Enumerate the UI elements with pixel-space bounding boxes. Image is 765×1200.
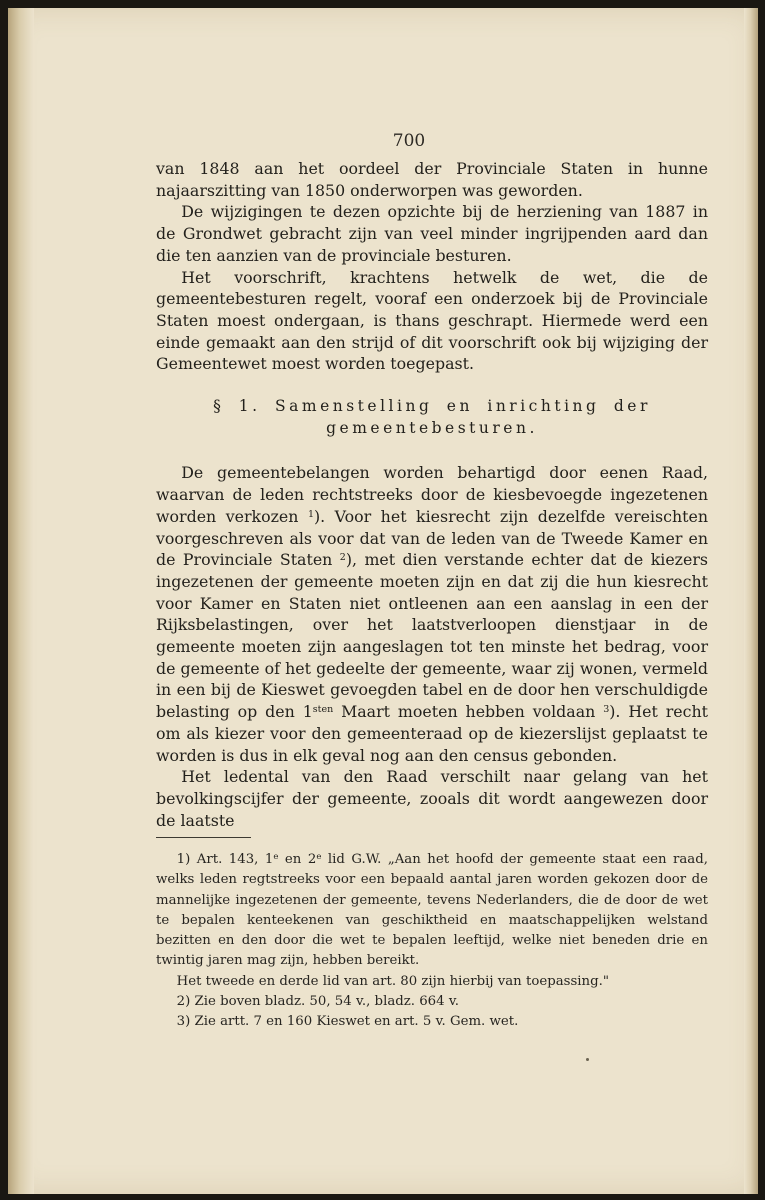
footnote-1-sup-2: e (316, 852, 322, 862)
main-text (156, 158, 708, 831)
footnote-ref-2: 2 (339, 552, 346, 564)
footnote-divider (156, 837, 251, 838)
paragraph-intro-3: Het voorschrift, krachtens hetwelk de wet, die de gemeentebesturen regelt, vooraf een onderzoek bij de Provinciale Staten moest ondergaan, is thans geschrapt. Hiermede werd een einde gemaakt aan den strijd of dit voorschrift ook bij wijziging der Gemeentewet moest worden toegepast. (156, 267, 708, 374)
footnote-1-sup-1: e (273, 852, 279, 862)
section-heading-line-2: gemeentebesturen. (326, 418, 538, 437)
paragraph-raad-text-3: ), met dien verstande echter dat de kiezers ingezetenen der gemeente moeten zijn en dat zij die hun kiesrecht voor Kamer en Staten niet ontleenen aan een aanslag in een der Rijksbelastingen, over het laatstverloopen dienstjaar in de gemeente moeten zijn aangeslagen tot ten minste het bedrag, voor de gemeente of het gedeelte der gemeente, waar zij wonen, vermeld in een bij de Kieswet gevoegden tabel en de door hen verschuldigde belasting op den 1 (156, 550, 708, 722)
paragraph-intro-2: De wijzigingen te dezen opzichte bij de herziening van 1887 in de Grondwet gebracht zijn van veel minder ingrijpenden aard dan die ten aanzien van de provinciale besturen. (156, 202, 708, 265)
section-heading-line-1: § 1. Samenstelling en inrichting der (213, 397, 651, 416)
paragraph-intro-1: van 1848 aan het oordeel der Provinciale Staten in hunne najaarszitting van 1850 onderworpen was geworden. (156, 159, 708, 200)
paragraph-raad-text-1: De gemeentebelangen worden behartigd door eenen Raad, waarvan de leden rechtstreeks door de kiesbevoegde ingezetenen worden verkozen (156, 463, 708, 526)
section-heading (156, 396, 708, 439)
book-page (8, 8, 758, 1194)
paragraph-raad-text-2: ). Voor het kiesrecht zijn dezelfde vereischten voorgeschreven als voor dat van de leden van de Tweede Kamer en de Provinciale Staten (156, 506, 709, 570)
footnote-1-text-2: en 2 (278, 852, 317, 867)
page-number: 700 (392, 131, 426, 151)
footnote-1-continuation: Het tweede en derde lid van art. 80 zijn hierbij van toepassing." (176, 973, 609, 989)
footnote-1-text-3: lid G.W. „Aan het hoofd der gemeente staat een raad, welks leden regtstreeks voor een bepaald aantal jaren worden gekozen door de mannelijke ingezetenen der gemeente, tevens Nederlanders, die de door de wet te bepalen kenteekenen van geschiktheid en maatschappelijken welstand bezitten en den door die wet te bepalen leeftijd, welke niet beneden drie en twintig jaren mag zijn, hebben bereikt. (156, 852, 708, 969)
footnote-1-text-1: 1) Art. 143, 1 (176, 852, 274, 867)
footnote-ref-3: 3 (603, 704, 610, 716)
superscript-sten: sten (312, 704, 334, 716)
page-edge-shadow (744, 8, 758, 1194)
footnote-3: 3) Zie artt. 7 en 160 Kieswet en art. 5 v. Gem. wet. (176, 1014, 519, 1030)
ink-speck (586, 1058, 589, 1061)
footnote-2: 2) Zie boven bladz. 50, 54 v., bladz. 664 v. (176, 994, 459, 1010)
footnotes (156, 850, 708, 1033)
footnote-1 (156, 850, 708, 972)
paragraph-raad (156, 462, 708, 766)
paragraph-raad-text-4: Maart moeten hebben voldaan (333, 702, 604, 722)
paragraph-ledental: Het ledental van den Raad verschilt naar gelang van het bevolkingscijfer der gemeente, zooals dit wordt aangewezen door de laatste (156, 767, 708, 830)
footnote-ref-1: 1 (307, 508, 314, 520)
paragraph-raad-text-5: ). Het recht om als kiezer voor den gemeenteraad op de kiezerslijst geplaatst te worden is dus in elk geval nog aan den census gebonden. (156, 702, 708, 765)
book-spine-shadow (8, 8, 34, 1194)
